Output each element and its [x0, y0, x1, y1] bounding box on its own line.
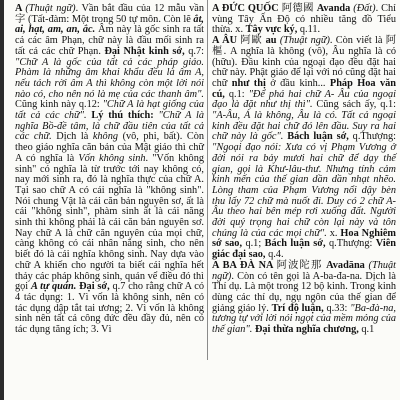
entry-headword: Avanda	[313, 3, 351, 14]
entry-text: (vô, phi, bất). Còn theo giáo nghĩa căn bản của Mật giáo thì chữ A có nghĩa là	[15, 131, 204, 164]
entry-text: 阿歐	[240, 35, 263, 47]
entry-text: (Thuật ngữ)	[25, 3, 76, 14]
entry-text: . "Vốn không sinh" có nghĩa là từ trước tới nay không có, nay mới sinh ra, đó là nghĩa thực của chữ A. Tại sao chữ A có cái nghĩa là "không sinh". Nói chung Vật là cái căn bản nguyên sơ, ất là cái "không sinh", phàm sinh ất là cái năng sinh thì không phải là cái căn bản nguyên sơ. Nay chữ A là chữ căn nguyên của mọi chữ, càng không có cái nhân năng sinh, cho nên biết đó là cái nghĩa không sinh. Nay dựa vào chữ A khiến cho người ta biết cái nghĩa hết thảy các pháp không sinh, quán vể điều đó thì gọi	[15, 152, 204, 293]
entry-text: 阿德國	[281, 3, 314, 14]
entry-text: q.1;	[242, 238, 265, 250]
source-reference: Bách luận sớ,	[287, 131, 349, 143]
entry-text: q.1:	[224, 88, 249, 100]
entry-text: q.7 cho rằng chữ A có 4 tác dụng: 1. Vì vốn là không sinh, nên có tác dụng dập tắt tai ương; 2. Vì vốn là không sinh nên tất cả công đức đều đầy đủ, nên có tác dụng tăng ích; 3. Vì	[15, 281, 204, 336]
entry-text: 字	[15, 13, 26, 25]
entry-a-duc-quoc	[212, 4, 396, 36]
entry-text: "Ngoại đạo nói: Xưa có vị Phạm Vương ở đời nói ra bảy mươi hai chữ để dạy thế gian, gọi là Khư-lâu-thư. Nhưng tính cảm kinh mến của thế gian dần dần nhạt nhẽo. Lòng tham của Phạm Vương nổi dậy bèn thu lấy 72 chữ mà nuốt đi. Duy có 2 chữ A-Âu theo hai bên mép rơi xuống đất. Người đời quý trọng hai chữ còn lại này và tôn chúng là của các mọi chữ".	[212, 142, 396, 239]
source-reference: Đại sớ,	[79, 281, 110, 293]
source-reference: Đại thừa nghĩa chương,	[254, 324, 359, 336]
entry-text: q.4.	[265, 249, 284, 261]
entry-text: . Còn có tên gọi là A-ba-đa-na. Dịch là Thí dụ. Là một trong 12 bộ kinh. Trong kinh dùng các thí dụ, ngụ ngôn của thế gian để giảng giáo lý.	[212, 270, 396, 314]
entry-text: (Thuật ngữ)	[212, 259, 397, 282]
entry-text: Âm này là gốc sinh ra tất cả các âm Phạn, chữ này là đầu mối sinh ra tất cả các chữ Phạn.	[15, 24, 204, 57]
left-column	[15, 4, 204, 336]
entry-headword: A ÂU	[212, 35, 241, 47]
entry-text: q.Thượng:	[348, 131, 397, 143]
entry-text: q.7:	[184, 45, 205, 57]
entry-headword: A	[15, 3, 26, 14]
entry-text: (Thuật ngữ)	[279, 35, 330, 47]
entry-text: "Chữ A là hạt giống của tất cả các chữ".	[15, 99, 205, 122]
source-reference: Lý thú thích:	[91, 110, 154, 122]
entry-text: Dịch là	[51, 131, 93, 143]
entry-text: 阿樞	[212, 35, 396, 57]
binding-edge	[0, 0, 4, 400]
entry-text: "Chữ A là nghĩa Bồ-đề tâm, là chữ đầu tiên của tất cả các chữ.	[15, 110, 205, 143]
source-reference: Viên giác đại sao,	[212, 238, 396, 261]
entry-text: (Tất-đàm: Một trong 50 tự môn. Còn lẽ	[25, 13, 194, 25]
entry-text: . Vần bắt đầu của 12 mẫu vần	[75, 3, 204, 14]
entry-text: Cũng sách ấy, q.1:	[312, 99, 396, 111]
entry-text: q.11.	[297, 24, 321, 36]
entry-headword: au	[262, 35, 280, 47]
entry-text: . A nghĩa là không (vô), Âu nghĩa là có (hữu). Đầu kinh của ngoại đạo đều đặt hai chữ này. Phật giáo để lại với nó cũng đặt hai chữ	[212, 45, 397, 89]
source-reference: Pháp Hoa văn cú,	[212, 77, 396, 100]
source-reference: Bách luận sớ,	[264, 238, 326, 250]
entry-text: ở đầu kinh...	[265, 77, 330, 89]
entry-text: . Chỉ vùng Tây Ấn Độ có nhiều tăng đồ Tiểu thừa. x.	[212, 3, 396, 36]
entry-a-au	[212, 36, 396, 261]
entry-text: "Để phá hai chữ A- Âu của ngoại đạo là đặt như thị thì".	[212, 88, 396, 111]
source-reference: Hoa Nghiêm sớ sao,	[212, 227, 397, 250]
entry-text: x.	[326, 227, 341, 239]
source-reference: như thị	[231, 77, 266, 89]
entry-a-ba-da-na	[212, 261, 396, 336]
entry-text: q.33:	[323, 302, 351, 314]
entry-headword: A ĐỨC QUỐC	[212, 3, 282, 14]
entry-text: 阿波陀那	[276, 259, 323, 271]
entry-text: . Còn viết là	[329, 35, 386, 47]
entry-a	[15, 4, 204, 336]
entry-text: Cũng kinh này q.12:	[15, 99, 103, 111]
entry-text: q.Thượng:	[325, 238, 376, 250]
entry-text: "Ba-đà-na, tương tự với lời nói ngọt của mềm mỏng của thế gian".	[212, 302, 396, 336]
source-reference: Trí độ luận,	[271, 302, 324, 314]
entry-text: "Chữ A là gốc của tất cả các pháp giáo. Phàm là những âm khai khẩu đều là âm A, nếu tách rời âm A thì không còn một lời nói nào có, cho nên nó là mẹ của các thanh âm".	[15, 56, 204, 100]
entry-text: không	[92, 131, 119, 143]
entry-headword: Avadāna	[322, 259, 365, 271]
entry-text: q.1	[358, 324, 375, 336]
entry-text: "A-Âu, Á là không, Âu là có. Tất cả ngoại kinh đều đặt hai chữ đó lên đầu. Suy ra hai chữ này là gốc".	[212, 110, 396, 143]
entry-text: Vốn không sinh	[78, 152, 146, 164]
entry-text: (Đất)	[353, 3, 376, 14]
source-reference: Đại Nhật kinh sớ,	[104, 45, 185, 57]
column-divider	[207, 0, 208, 360]
entry-headword: A BA ĐÀ NA	[212, 259, 277, 271]
entry-text: ắt, ai, hạt, am, an, ắc.	[15, 13, 205, 36]
entry-text: A tự quán.	[30, 281, 77, 293]
right-column	[212, 4, 396, 336]
source-reference: Tây vực ký,	[245, 24, 298, 36]
